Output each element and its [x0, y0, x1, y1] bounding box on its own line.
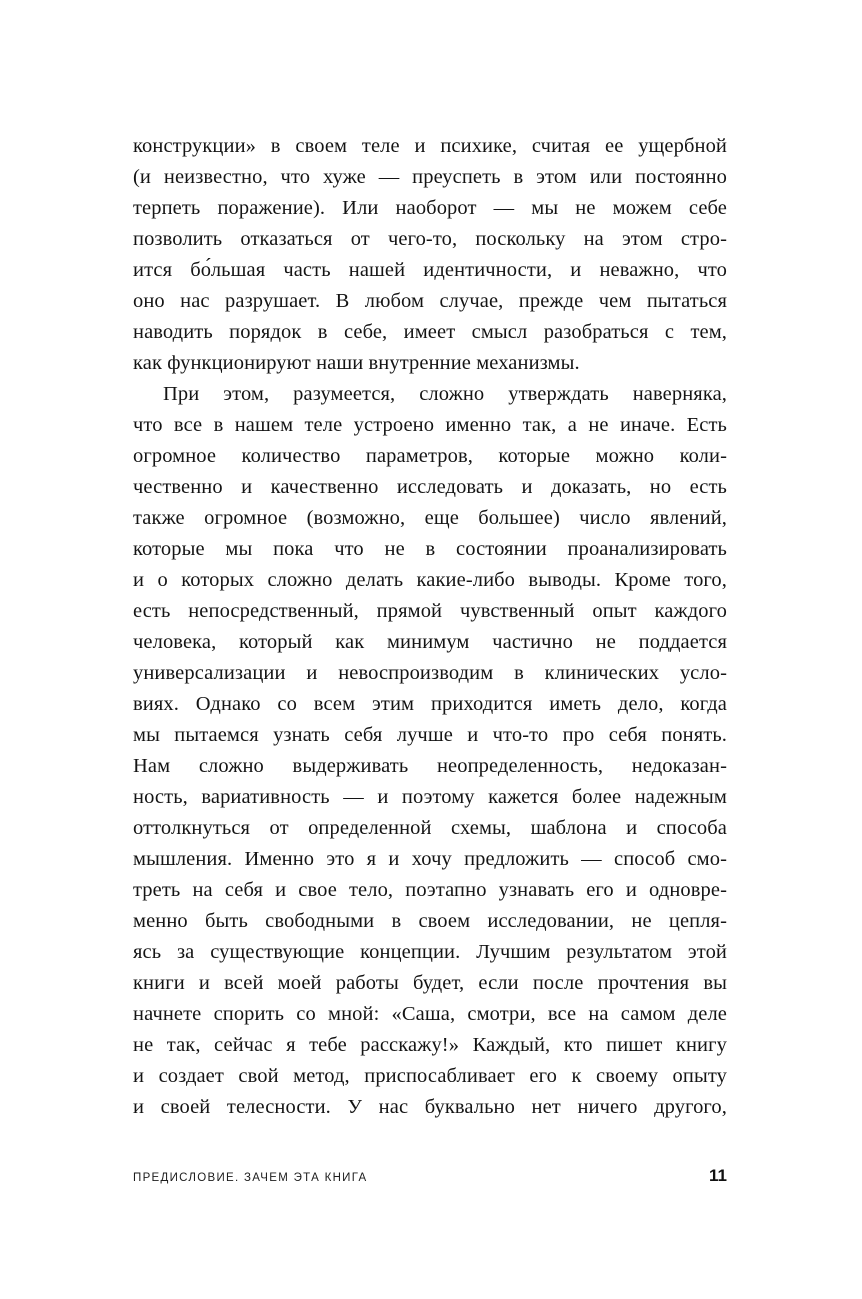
text-line: (и неизвестно, что хуже — преуспеть в этом или постоянно [133, 166, 727, 188]
text-line: менно быть свободными в своем исследовании, не цепля- [133, 910, 727, 932]
text-line: ясь за существующие концепции. Лучшим результатом этой [133, 941, 727, 963]
text-line: как функционируют наши внутренние механизмы. [133, 352, 580, 374]
text-line: чественно и качественно исследовать и доказать, но есть [133, 476, 727, 498]
text-line: и создает свой метод, приспосабливает его к своему опыту [133, 1065, 727, 1087]
text-line: треть на себя и свое тело, поэтапно узнавать его и одновре- [133, 879, 727, 901]
body-text [133, 131, 727, 1123]
text-line: есть непосредственный, прямой чувственный опыт каждого [133, 600, 727, 622]
text-line: виях. Однако со всем этим приходится иметь дело, когда [133, 693, 727, 715]
running-footer-title: ПРЕДИСЛОВИЕ. ЗАЧЕМ ЭТА КНИГА [133, 1172, 368, 1184]
text-line: терпеть поражение). Или наоборот — мы не можем себе [133, 197, 727, 219]
text-line: оно нас разрушает. В любом случае, прежде чем пытаться [133, 290, 727, 312]
text-line: книги и всей моей работы будет, если после прочтения вы [133, 972, 727, 994]
text-line: позволить отказаться от чего-то, поскольку на этом стро- [133, 228, 727, 250]
text-line: которые мы пока что не в состоянии проанализировать [133, 538, 727, 560]
text-line: Нам сложно выдерживать неопределенность, недоказан- [133, 755, 727, 777]
text-line: огромное количество параметров, которые можно коли- [133, 445, 727, 467]
text-line: человека, который как минимум частично не поддается [133, 631, 727, 653]
text-line: конструкции» в своем теле и психике, считая ее ущербной [133, 135, 727, 157]
text-line: и своей телесности. У нас буквально нет ничего другого, [133, 1096, 727, 1118]
text-line: ится бо́льшая часть нашей идентичности, и неважно, что [133, 259, 727, 281]
text-line: начнете спорить со мной: «Саша, смотри, все на самом деле [133, 1003, 727, 1025]
text-line: также огромное (возможно, еще большее) число явлений, [133, 507, 727, 529]
text-line: мышления. Именно это я и хочу предложить — способ смо- [133, 848, 727, 870]
page-footer [133, 1166, 727, 1186]
text-line: универсализации и невоспроизводим в клинических усло- [133, 662, 727, 684]
text-line: наводить порядок в себе, имеет смысл разобраться с тем, [133, 321, 727, 343]
text-line: При этом, разумеется, сложно утверждать наверняка, [163, 383, 727, 405]
page-number: 11 [709, 1166, 727, 1185]
text-line: ность, вариативность — и поэтому кажется более надежным [133, 786, 727, 808]
text-line: мы пытаемся узнать себя лучше и что-то про себя понять. [133, 724, 727, 746]
text-line: оттолкнуться от определенной схемы, шаблона и способа [133, 817, 727, 839]
text-line: не так, сейчас я тебе расскажу!» Каждый, кто пишет книгу [133, 1034, 727, 1056]
text-line: что все в нашем теле устроено именно так, а не иначе. Есть [133, 414, 727, 436]
text-line: и о которых сложно делать какие-либо выводы. Кроме того, [133, 569, 727, 591]
